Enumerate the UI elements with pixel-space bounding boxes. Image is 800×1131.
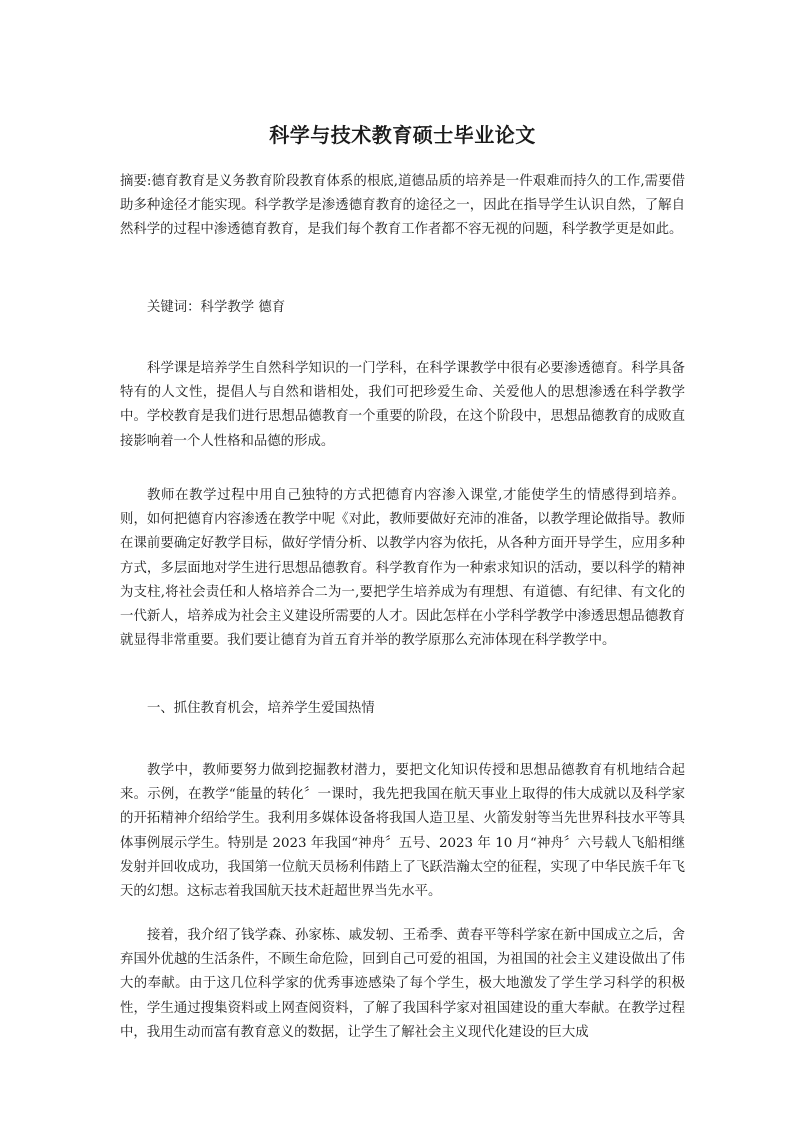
- section-paragraph-1: 教学中，教师要努力做到挖掘教材潜力，要把文化知识传授和思想品德教育有机地结合起来。示例，在教学“能量的转化〞一课时，我先把我国在航天事业上取得的伟大成就以及科学家的开拓精神介绍给学生。我利用多媒体设备将我国人造卫星、火箭发射等当先世界科技水平等具体事例展示学生。特别是 2023 年我国“神舟〞五号、2023 年 10 月“神舟〞六号载人飞船相继发射并回收成功，我国第一位航天员杨利伟踏上了飞跃浩瀚太空的征程，实现了中华民族千年飞天的幻想。这标志着我国航天技术赶超世界当先水平。: [120, 763, 685, 900]
- keywords-line: 关键词：科学教学 德育: [147, 300, 286, 315]
- section-heading: 一、抓住教育机会，培养学生爱国热情: [147, 701, 375, 716]
- abstract-paragraph: 摘要:德育教育是义务教育阶段教育体系的根底,道德品质的培养是一件艰难而持久的工作,需要借助多种途径才能实现。科学教学是渗透德育教育的途径之一，因此在指导学生认识自然，了解自然科学的过程中渗透德育教育，是我们每个教育工作者都不容无视的问题，科学教学更是如此。: [120, 174, 685, 238]
- body-paragraph-2: 教师在教学过程中用自己独特的方式把德育内容渗入课堂,才能使学生的情感得到培养。则，如何把德育内容渗透在教学中呢《对此，教师要做好充沛的准备，以教学理论做指导。教师在课前要确定好教学目标，做好学情分析、以教学内容为依托，从各种方面开导学生，应用多种方式，多层面地对学生进行思想品德教育。科学教育作为一种索求知识的活动，要以科学的精神为支柱,将社会责任和人格培养合二为一,要把学生培养成为有理想、有道德、有纪律、有文化的一代新人，培养成为社会主义建设所需要的人才。因此怎样在小学科学教学中渗透思想品德教育就显得非常重要。我们要让德育为首五育并举的教学原那么充沛体现在科学教学中。: [120, 488, 685, 649]
- document-title: 科学与技术教育硕士毕业论文: [269, 123, 536, 147]
- body-paragraph-1: 科学课是培养学生自然科学知识的一门学科，在科学课教学中很有必要渗透德育。科学具备特有的人文性，提倡人与自然和谐相处，我们可把珍爱生命、关爱他人的思想渗透在科学教学中。学校教育是我们进行思想品德教育一个重要的阶段，在这个阶段中，思想品德教育的成败直接影响着一个人性格和品德的形成。: [120, 361, 685, 449]
- section-paragraph-2: 接着，我介绍了钱学森、孙家栋、戚发轫、王希季、黄春平等科学家在新中国成立之后，舍弃国外优越的生活条件，不顾生命危险，回到自己可爱的祖国，为祖国的社会主义建设做出了伟大的奉献。由于这几位科学家的优秀事迹感染了每个学生，极大地激发了学生学习科学的积极性，学生通过搜集资料或上网查阅资料，了解了我国科学家对祖国建设的重大奉献。在教学过程中，我用生动而富有教育意义的数据，让学生了解社会主义现代化建设的巨大成: [120, 928, 685, 1040]
